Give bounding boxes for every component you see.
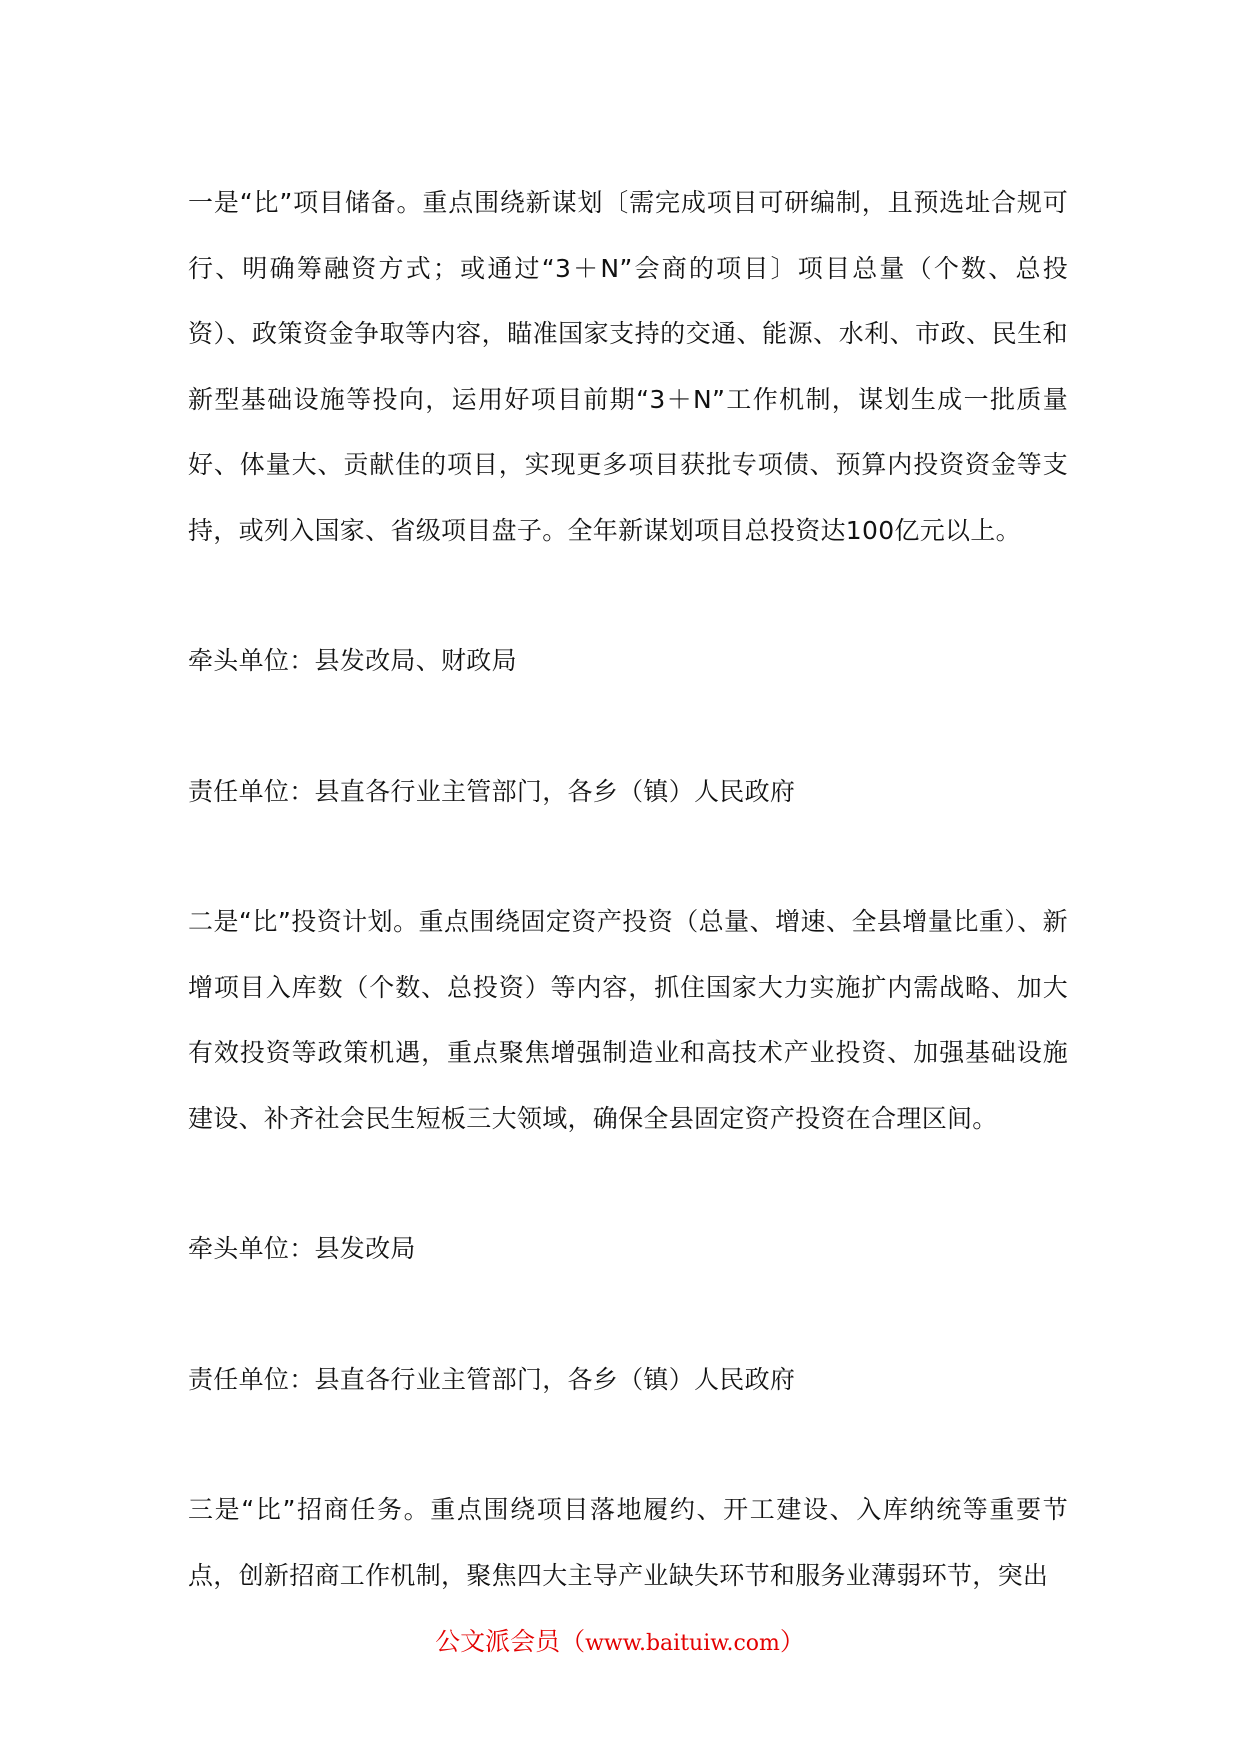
footer-prefix: 公文派会员（ bbox=[435, 1627, 586, 1656]
paragraph-investment-plan: 二是“比”投资计划。重点围绕固定资产投资（总量、增速、全县增量比重）、新增项目入库数（个数、总投资）等内容，抓住国家大力实施扩内需战略、加大有效投资等政策机遇，重点聚焦增强制造业和高技术产业投资、加强基础设施建设、补齐社会民生短板三大领域，确保全县固定资产投资在合理区间。 bbox=[188, 907, 1068, 1133]
paragraph-investment-attraction: 三是“比”招商任务。重点围绕项目落地履约、开工建设、入库纳统等重要节点，创新招商工作机制，聚焦四大主导产业缺失环节和服务业薄弱环节，突出 bbox=[188, 1495, 1068, 1590]
footer-url[interactable]: www.baituiw.com bbox=[585, 1631, 780, 1656]
lead-unit-2: 牵头单位：县发改局 bbox=[188, 1234, 416, 1263]
lead-unit-1: 牵头单位：县发改局、财政局 bbox=[188, 646, 517, 675]
footer-suffix: ） bbox=[779, 1627, 805, 1656]
footer-watermark bbox=[0, 1625, 1240, 1661]
responsible-unit-2: 责任单位：县直各行业主管部门，各乡（镇）人民政府 bbox=[188, 1364, 796, 1394]
document-body bbox=[188, 170, 1068, 1673]
paragraph-project-reserve: 一是“比”项目储备。重点围绕新谋划〔需完成项目可研编制，且预选址合规可行、明确筹融资方式；或通过“3＋N”会商的项目〕项目总量（个数、总投资）、政策资金争取等内容，瞄准国家支持的交通、能源、水利、市政、民生和新型基础设施等投向，运用好项目前期“3＋N”工作机制，谋划生成一批质量好、体量大、贡献佳的项目，实现更多项目获批专项债、预算内投资资金等支持，或列入国家、省级项目盘子。全年新谋划项目总投资达100亿元以上。 bbox=[188, 188, 1068, 545]
responsible-unit-1: 责任单位：县直各行业主管部门，各乡（镇）人民政府 bbox=[188, 776, 796, 806]
